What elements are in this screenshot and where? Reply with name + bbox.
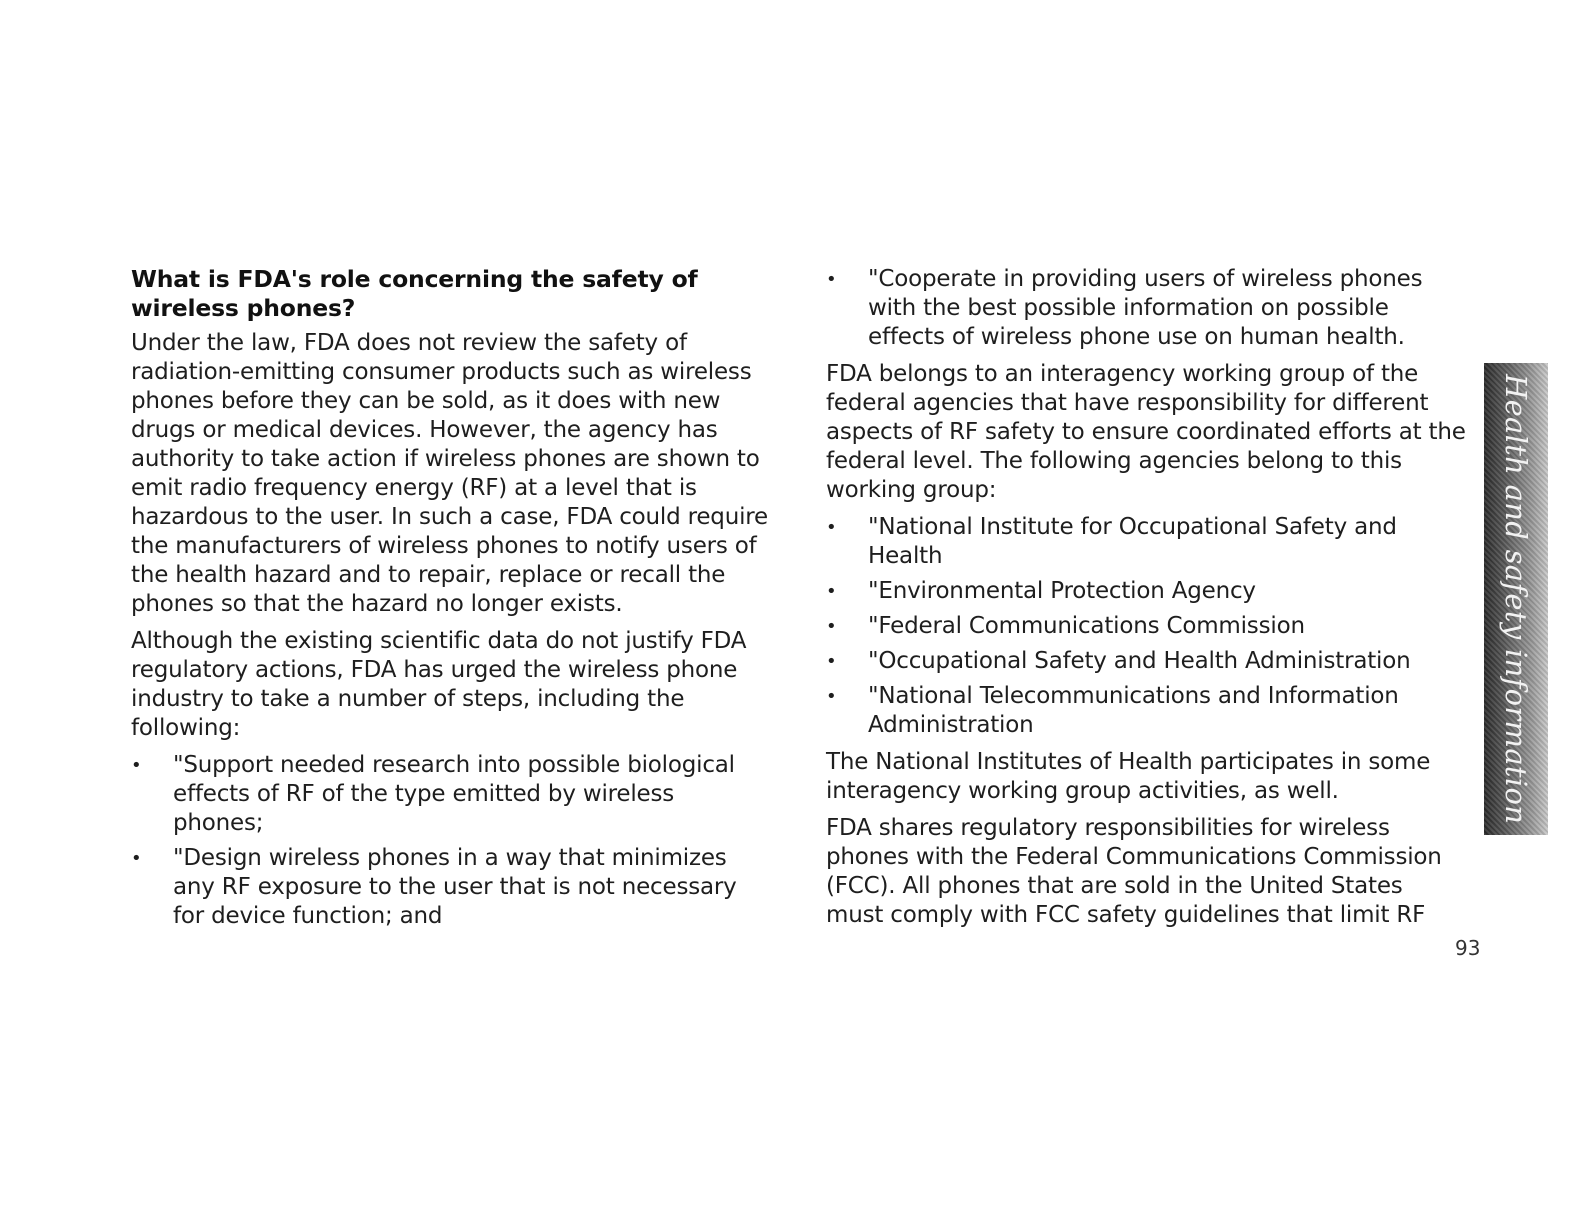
list-item — [826, 647, 1466, 676]
list-item-text: "Environmental Protection Agency — [868, 578, 1256, 604]
section-side-tab — [1484, 363, 1548, 835]
paragraph-nih: The National Institutes of Health participates in some interagency working group activities, as well. — [826, 749, 1431, 804]
list-item — [131, 844, 771, 931]
bullet-icon: • — [826, 517, 837, 538]
list-item — [826, 577, 1466, 606]
agencies-list — [826, 513, 1466, 740]
list-item-text: "Federal Communications Commission — [868, 613, 1305, 639]
bullet-icon: • — [826, 581, 837, 602]
section-heading: What is FDA's role concerning the safety of wireless phones? — [131, 265, 698, 322]
list-item-text: "Support needed research into possible biological effects of RF of the type emitted by wireless phones; — [173, 752, 735, 836]
page-number: 93 — [1455, 936, 1481, 960]
side-tab-label: Health and safety information — [1499, 373, 1533, 825]
list-item — [826, 612, 1466, 641]
bullet-icon: • — [826, 651, 837, 672]
bullet-icon: • — [131, 755, 142, 776]
list-item-text: "Occupational Safety and Health Administration — [868, 648, 1411, 674]
paragraph-fcc: FDA shares regulatory responsibilities for wireless phones with the Federal Communications Commission (FCC). All phones that are sold in the United States must comply with FCC safety guidelines that limit RF — [826, 815, 1442, 928]
list-item — [826, 682, 1466, 740]
list-item — [826, 513, 1466, 571]
list-item-text: "Design wireless phones in a way that minimizes any RF exposure to the user that is not necessary for device function; and — [173, 845, 737, 929]
industry-steps-list-continued — [826, 265, 1466, 352]
list-item — [131, 751, 771, 838]
left-column — [131, 265, 771, 939]
paragraph-fda-law: Under the law, FDA does not review the safety of radiation-emitting consumer products such as wireless phones before they can be sold, as it does with new drugs or medical devices. However, the agency has authority to take action if wireless phones are shown to emit radio frequency energy (RF) at a level that is hazardous to the user. In such a case, FDA could require the manufacturers of wireless phones to notify users of the health hazard and to repair, replace or recall the phones so that the hazard no longer exists. — [131, 330, 768, 617]
bullet-icon: • — [826, 269, 837, 290]
bullet-icon: • — [826, 616, 837, 637]
bullet-icon: • — [131, 848, 142, 869]
bullet-icon: • — [826, 686, 837, 707]
list-item-text: "National Institute for Occupational Safety and Health — [868, 514, 1397, 569]
list-item — [826, 265, 1466, 352]
list-item-text: "National Telecommunications and Information Administration — [868, 683, 1399, 738]
list-item-text: "Cooperate in providing users of wireless phones with the best possible information on possible effects of wireless phone use on human health. — [868, 266, 1423, 350]
paragraph-fda-urged-steps: Although the existing scientific data do not justify FDA regulatory actions, FDA has urged the wireless phone industry to take a number of steps, including the following: — [131, 628, 747, 741]
right-column — [826, 265, 1466, 938]
industry-steps-list — [131, 751, 771, 931]
paragraph-interagency-group: FDA belongs to an interagency working group of the federal agencies that have responsibility for different aspects of RF safety to ensure coordinated efforts at the federal level. The following agencies belong to this working group: — [826, 361, 1466, 503]
